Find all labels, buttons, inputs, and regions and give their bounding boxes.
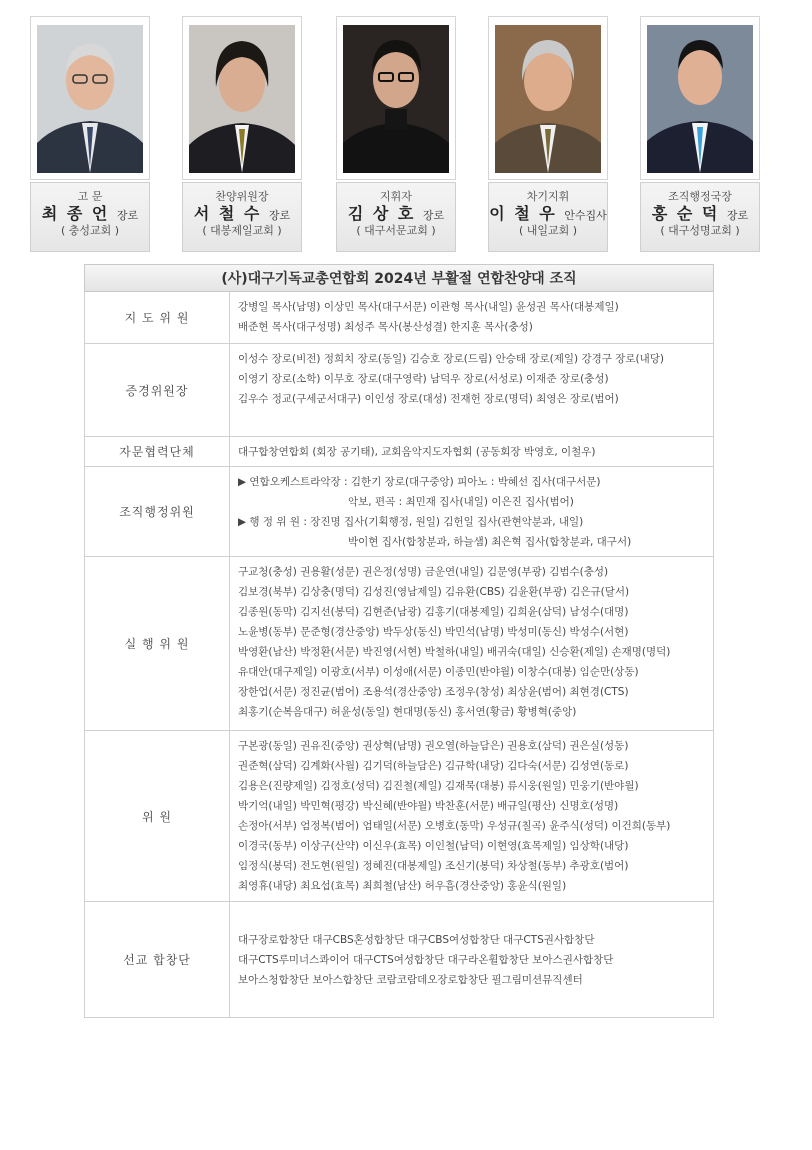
row-line: 유대안(대구제일) 이광호(서부) 이성애(서문) 이종민(반야월) 이창수(대봉) 임순만(상동) [238,666,639,678]
leader-photo-frame [488,16,608,180]
row-line: 박이현 집사(합창분과, 하늘샘) 최은혁 집사(합창분과, 대구서) [348,536,632,548]
row-line: 김종원(동막) 김지선(봉덕) 김현준(남광) 김홍기(대봉제일) 김희윤(삼덕) 남성수(대명) [238,606,629,618]
row-line: ▶ 행 정 위 원 : 장진명 집사(기획행정, 원일) 김헌일 집사(관현악분과, 내일) [238,516,584,528]
leader-card-2 [182,16,302,252]
leader-caption [336,182,456,252]
row-label: 자문협력단체 [85,437,230,466]
row-line: 임정식(봉덕) 전도현(원일) 정혜진(대봉제일) 조신기(봉덕) 차상철(동부) 추광호(범어) [238,860,629,872]
leader-church: ( 대구성명교회 ) [660,223,740,237]
leader-portrait-photo [343,25,449,173]
row-content [230,731,713,901]
row-line: 손정아(서부) 엄정복(범어) 엄태일(서문) 오병호(동막) 우성규(칠곡) 윤주식(성덕) 이건희(동부) [238,820,671,832]
leader-title: 장로 [422,208,445,222]
leader-photo-frame [182,16,302,180]
table-row [84,731,714,902]
row-line: 대구장로합창단 대구CBS혼성합창단 대구CBS여성합창단 대구CTS권사합창단 [238,934,595,946]
leader-role: 조직행정국장 [668,190,732,203]
leader-caption [30,182,150,252]
leader-photo-frame [640,16,760,180]
leader-name: 이 철 우 [489,203,557,223]
row-line: 보아스청합창단 보아스합창단 코람코람데오장로합창단 필그림미션뮤직센터 [238,974,583,986]
row-label: 위 원 [85,731,230,901]
row-label: 선교 합창단 [85,902,230,1017]
row-line: 노윤병(동부) 문준형(경산중앙) 박두상(동신) 박민석(남명) 박성미(동신) 박성수(서현) [238,626,629,638]
leader-portrait-photo [37,25,143,173]
row-content [230,467,713,556]
leader-role: 찬양위원장 [215,190,269,203]
leader-church: ( 내일교회 ) [518,223,578,237]
row-content [230,344,713,436]
row-line: 김보경(북부) 김상충(명덕) 김성진(영남제일) 김유환(CBS) 김윤환(부광) 김은규(달서) [238,586,630,598]
row-line: 박기억(내일) 박민혁(평강) 박신혜(반야월) 박찬훈(서문) 배규일(평산) 신명호(성명) [238,800,619,812]
row-label: 지 도 위 원 [85,292,230,343]
row-line: 대구CTS루미너스콰이어 대구CTS여성합창단 대구라온휠합창단 보아스권사합창단 [238,954,614,966]
table-row [84,467,714,557]
row-line: 이경국(동부) 이상구(산약) 이신우(효목) 이인철(남덕) 이현영(효목제일) 임상학(내당) [238,840,629,852]
leader-card-4 [488,16,608,252]
row-line: 박영환(남산) 박정환(서문) 박진영(서현) 박철하(내일) 배귀숙(대일) 신승환(제일) 손재명(명덕) [238,646,671,658]
row-line: 김우수 정교(구세군서대구) 이인성 장로(대성) 전재헌 장로(명덕) 최영은 장로(범어) [238,393,619,405]
row-line: 이영기 장로(소학) 이무호 장로(대구영락) 남덕우 장로(서성로) 이재준 장로(충성) [238,373,609,385]
leader-title: 장로 [726,208,749,222]
leader-portrait-photo [495,25,601,173]
row-line: 최영휴(내당) 최요섭(효목) 최희철(남산) 허우흠(경산중앙) 홍윤식(원일) [238,880,567,892]
row-line: 권준혁(삼덕) 김계화(사월) 김기덕(하늘담은) 김규학(내당) 김다숙(서문) 김성연(동로) [238,760,629,772]
leader-title: 장로 [268,208,291,222]
row-line: 강병일 목사(남명) 이상민 목사(대구서문) 이관형 목사(내일) 윤성권 목사(대봉제일) [238,301,619,313]
leader-church: ( 충성교회 ) [60,223,120,237]
leader-caption [182,182,302,252]
leader-name: 홍 순 덕 [651,203,720,223]
leader-caption [488,182,608,252]
table-row [84,292,714,344]
row-content [230,437,713,466]
leader-portrait-photo [647,25,753,173]
table-row [84,557,714,731]
leader-photo-frame [336,16,456,180]
leader-card-3 [336,16,456,252]
organization-table [84,264,714,1018]
leader-role: 고 문 [77,190,103,203]
leader-name: 김 상 호 [347,203,416,223]
row-label: 실 행 위 원 [85,557,230,730]
row-line: 김용은(진량제일) 김정호(성덕) 김진철(제일) 김재묵(대봉) 류시웅(원일) 민웅기(반야월) [238,780,639,792]
leader-title: 안수집사 [564,208,607,222]
leader-portrait-photo [189,25,295,173]
leader-church: ( 대구서문교회 ) [356,223,436,237]
leader-church: ( 대봉제일교회 ) [202,223,282,237]
row-line: 대구합창연합회 (회장 공기태), 교회음악지도자협회 (공동회장 박영호, 이철우) [238,446,596,458]
leader-photo-frame [30,16,150,180]
row-line: 구교청(충성) 권용활(성문) 권은정(성명) 금운연(내일) 김문영(부광) 김범수(충성) [238,566,609,578]
row-label: 조직행정위원 [85,467,230,556]
row-label: 증경위원장 [85,344,230,436]
table-row [84,344,714,437]
row-line: ▶ 연합오케스트라악장 : 김한기 장로(대구중앙) 피아노 : 박혜선 집사(대구서문) [238,476,601,488]
table-row [84,437,714,467]
row-content [230,902,713,1017]
row-line: 장한업(서문) 정진균(범어) 조용석(경산중앙) 조정우(창성) 최상윤(범어) 최현경(CTS) [238,686,629,698]
leader-name: 서 철 수 [193,203,262,223]
row-line: 악보, 편곡 : 최민재 집사(내일) 이은진 집사(범어) [348,496,574,508]
leader-name: 최 종 언 [41,203,110,223]
row-content [230,292,713,343]
table-row [84,902,714,1018]
row-line: 구본광(동일) 권유진(중앙) 권상혁(남명) 권오열(하늘담은) 권용호(삼덕) 권은실(성동) [238,740,629,752]
leader-title: 장로 [116,208,139,222]
leader-card-1 [30,16,150,252]
leader-role: 차기지휘 [526,190,570,203]
row-line: 최홍기(순복음대구) 허윤성(동일) 현대명(동신) 홍서연(황금) 황병혁(중앙) [238,706,577,718]
leaders-section [0,16,812,256]
table-title: (사)대구기독교총연합회 2024년 부활절 연합찬양대 조직 [84,264,714,292]
leader-caption [640,182,760,252]
leader-role: 지휘자 [380,190,412,203]
leader-card-5 [640,16,760,252]
row-content [230,557,713,730]
row-line: 배준현 목사(대구성명) 최성주 목사(봉산성결) 한지훈 목사(충성) [238,321,533,333]
row-line: 이성수 장로(비전) 정희치 장로(동일) 김승호 장로(드림) 안승태 장로(제일) 강경구 장로(내당) [238,353,665,365]
